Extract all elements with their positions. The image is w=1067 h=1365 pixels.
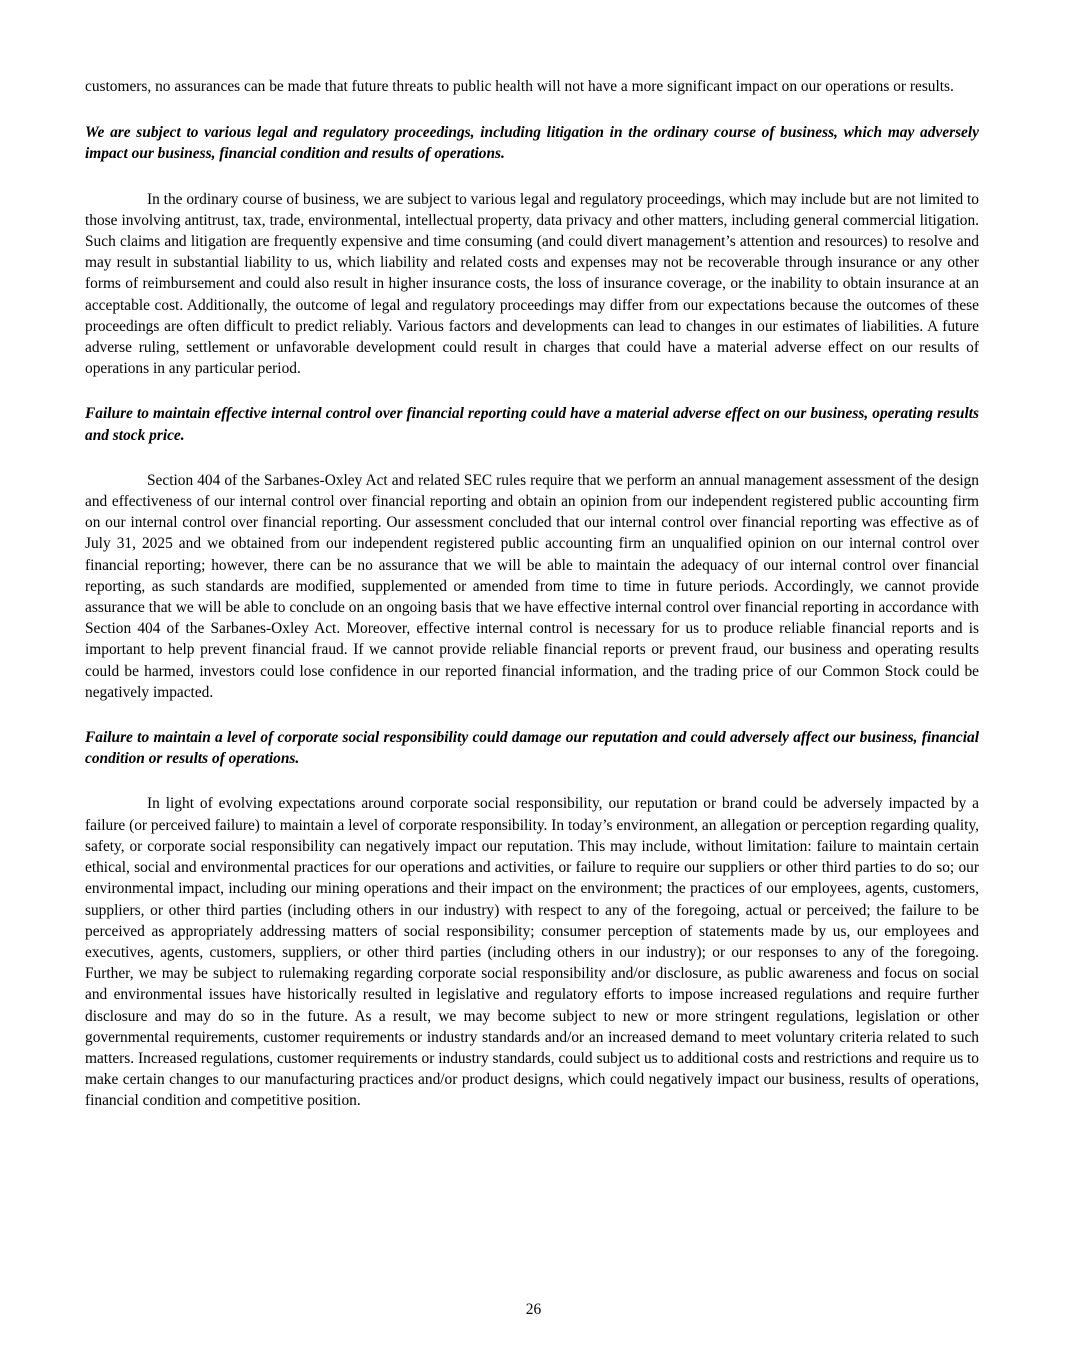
risk-heading-legal-proceedings: We are subject to various legal and regulatory proceedings, including litigation in the ordinary course of business, which may adversely impact our business, financial condition and results of operations.: [85, 124, 979, 163]
risk-body-internal-control: Section 404 of the Sarbanes-Oxley Act and related SEC rules require that we perform an annual management assessment of the design and effectiveness of our internal control over financial reporting and obtain an opinion from our independent registered public accounting firm on our internal control over financial reporting. Our assessment concluded that our internal control over financial reporting was effective as of July 31, 2025 and we obtained from our independent registered public accounting firm an unqualified opinion on our internal control over financial reporting; however, there can be no assurance that we will be able to maintain the adequacy of our internal control over financial reporting, as such standards are modified, supplemented or amended from time to time in future periods. Accordingly, we cannot provide assurance that we will be able to conclude on an ongoing basis that we have effective internal control over financial reporting in accordance with Section 404 of the Sarbanes-Oxley Act. Moreover, effective internal control is necessary for us to produce reliable financial reports and is important to help prevent financial fraud. If we cannot provide reliable financial reports or prevent fraud, our business and operating results could be harmed, investors could lose confidence in our reported financial information, and the trading price of our Common Stock could be negatively impacted.: [85, 471, 979, 701]
document-page: [85, 76, 979, 1136]
continuation-paragraph: customers, no assurances can be made that future threats to public health will not have a more significant impact on our operations or results.: [85, 78, 954, 95]
page-number: 26: [525, 1301, 542, 1318]
risk-body-social-responsibility: In light of evolving expectations around corporate social responsibility, our reputation or brand could be adversely impacted by a failure (or perceived failure) to maintain a level of corporate responsibility. In today’s environment, an allegation or perception regarding quality, safety, or corporate social responsibility can negatively impact our reputation. This may include, without limitation: failure to maintain certain ethical, social and environmental practices for our operations and activities, or failure to require our suppliers or other third parties to do so; our environmental impact, including our mining operations and their impact on the environment; the practices of our employees, agents, customers, suppliers, or other third parties (including others in our industry) with respect to any of the foregoing, actual or perceived; the failure to be perceived as appropriately addressing matters of social responsibility; consumer perception of statements made by us, our employees and executives, agents, customers, suppliers, or other third parties (including others in our industry); or our responses to any of the foregoing. Further, we may be subject to rulemaking regarding corporate social responsibility and/or disclosure, as public awareness and focus on social and environmental issues have historically resulted in legislative and regulatory efforts to impose increased regulations and require further disclosure and may do so in the future. As a result, we may become subject to new or more stringent regulations, legislation or other governmental requirements, customer requirements or industry standards and/or an increased demand to meet voluntary criteria related to such matters. Increased regulations, customer requirements or industry standards, could subject us to additional costs and restrictions and require us to make certain changes to our manufacturing practices and/or product designs, which could negatively impact our business, results of operations, financial condition and competitive position.: [85, 795, 979, 1110]
risk-heading-internal-control: Failure to maintain effective internal control over financial reporting could have a material adverse effect on our business, operating results and stock price.: [85, 405, 979, 444]
risk-heading-social-responsibility: Failure to maintain a level of corporate social responsibility could damage our reputation and could adversely affect our business, financial condition or results of operations.: [85, 729, 979, 768]
risk-body-legal-proceedings: In the ordinary course of business, we are subject to various legal and regulatory proceedings, which may include but are not limited to those involving antitrust, tax, trade, environmental, intellectual property, data privacy and other matters, including general commercial litigation. Such claims and litigation are frequently expensive and time consuming (and could divert management’s attention and resources) to resolve and may result in substantial liability to us, which liability and related costs and expenses may not be recoverable through insurance or any other forms of reimbursement and could also result in higher insurance costs, the loss of insurance coverage, or the inability to obtain insurance at an acceptable cost. Additionally, the outcome of legal and regulatory proceedings may differ from our expectations because the outcomes of these proceedings are often difficult to predict reliably. Various factors and developments can lead to changes in our estimates of liabilities. A future adverse ruling, settlement or unfavorable development could result in charges that could have a material adverse effect on our results of operations in any particular period.: [85, 190, 979, 378]
